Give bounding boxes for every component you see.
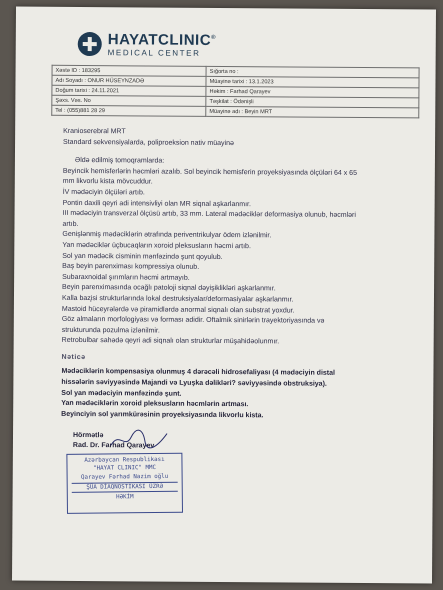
insurance-number: Sığorta no : bbox=[206, 66, 419, 77]
report-method: Standard sekvensiyalarda, poliproeksion nativ müayinə bbox=[63, 138, 234, 147]
handwritten-signature bbox=[109, 427, 169, 451]
finding-line: İV mədəciyin ölçüləri artıb. bbox=[62, 188, 145, 197]
finding-line: Kalla baz̧isi strukturlarında lokal destruksiyalar/deformasiyalar aşkarlanmır. bbox=[61, 294, 294, 304]
finding-line: Beyincik hemisferlərin həcmləri azalıb. Sol beyincik hemisferin proyeksiyasında ölçüləri 64 x 65 bbox=[62, 167, 358, 177]
exam-name: Müayinə adı : Beyin MRT bbox=[206, 106, 419, 117]
stamp-line: ŞÜA DİAQNOSTİKASI ÜZRƏ bbox=[86, 483, 164, 491]
phone: Tel : (055)881 28 29 bbox=[52, 105, 206, 116]
conclusion-line: Yan mədəciklərin xoroid pleksusların həcmlərin artması. bbox=[61, 400, 249, 409]
trademark: ® bbox=[211, 34, 217, 41]
birth-date: Doğum tarixi : 24.11.2021 bbox=[52, 85, 206, 96]
medical-report-sheet bbox=[12, 7, 436, 584]
conclusion-title: Nəticə bbox=[61, 353, 86, 361]
clinic-logo bbox=[78, 29, 216, 60]
conclusion-line: Beyinciyin sol yarımkürəsinin proyeksiyasında likvorlu kista. bbox=[61, 410, 264, 420]
report-title: Kranioserebral MRT bbox=[63, 127, 126, 136]
stamp-line: "HAYAT CLINIC" MMC bbox=[93, 465, 156, 472]
patient-id: Xəstə ID : 183295 bbox=[52, 65, 206, 76]
medical-cross-icon bbox=[78, 32, 102, 56]
finding-line: Göz almaların morfologiyası və forması adidir. Oftalmik sinirlərin trayektoriyasında və bbox=[61, 315, 325, 325]
finding-line: Baş beyin parenximası kompressiya olunub. bbox=[62, 262, 200, 271]
organization: Təşkilat : Ödənişli bbox=[206, 96, 419, 107]
stamp-line: Azərbaycan Respublikası bbox=[84, 456, 165, 464]
conclusion-line: hissələrin səviyyəsində Majandi və Lyuşka dəlikləri? səviyyəsində obstruksiya). bbox=[61, 378, 327, 388]
conclusion-section bbox=[61, 353, 413, 423]
table-row bbox=[52, 105, 419, 118]
findings-intro: Əldə edilmiş tomoqramlarda: bbox=[74, 157, 165, 165]
finding-line: Yan mədəciklər üçbucaqların xoroid pleksusların həcmi artıb. bbox=[62, 241, 251, 251]
doctor-name: Həkim : Farhad Qarayev bbox=[206, 86, 419, 97]
doctor-stamp bbox=[66, 453, 183, 514]
doctor-signature-name: Rad. Dr. Farhad Qarayev bbox=[72, 441, 155, 450]
finding-line: mm likvorlu kista mövcuddur. bbox=[62, 178, 153, 186]
report-body bbox=[61, 127, 415, 423]
finding-line: strukturunda pozulma izlənilmir. bbox=[61, 326, 160, 335]
clinic-name: HAYATCLINIC bbox=[107, 30, 212, 49]
greeting: Hörmətlə bbox=[72, 431, 104, 440]
finding-line: Genişlənmiş mədəciklərin ətrafında periventrikulyar ödem izlənilmir. bbox=[62, 231, 272, 240]
patient-info-table bbox=[51, 65, 419, 119]
finding-line: Sol yan mədəcik cisminin mənfəzində şunt qoyulub. bbox=[62, 252, 223, 261]
id-card-number: Şəxs. Vəs. No bbox=[52, 95, 206, 106]
conclusion-line: Sol yan mədəciyin mənfəzində şunt. bbox=[61, 389, 182, 398]
finding-line: Subaraxnoidal şırımların həcmi artmayıb. bbox=[62, 273, 190, 282]
finding-line: Retrobulbar sahədə qeyri adi siqnalı olan strukturlar müşahidəolunmır. bbox=[61, 337, 280, 346]
finding-line: artıb. bbox=[62, 220, 79, 228]
finding-line: Beyin parenximasında ocağlı patoloji siqnal dəyişiklikləri aşkarlanmır. bbox=[62, 284, 276, 293]
finding-line: III mədəciyin transverzal ölçüsü artıb, 33 mm. Lateral mədəciklər deformasiya olunub, həcmləri bbox=[62, 210, 356, 220]
clinic-subtitle: MEDICAL CENTER bbox=[107, 47, 201, 58]
stamp-line: Qarayev Fərhad Nazim oğlu bbox=[80, 473, 169, 481]
finding-line: Pontin daxili qeyri adi intensivliyi olan MR siqnal aşkarlanmır. bbox=[62, 199, 251, 208]
stamp-line: HƏKİM bbox=[116, 494, 134, 501]
finding-line: Mastoid hüceyrələrdə və piramidlərdə anormal siqnalı olan substrat yoxdur. bbox=[61, 305, 295, 314]
conclusion-line: Mədəciklərin kompensasiya olunmuş 4 dərəcəli hidrosefaliyası (4 mədəciyin distal bbox=[61, 368, 335, 378]
patient-name: Adı Soyadı : ONUR HÜSEYNZADƏ bbox=[52, 75, 206, 86]
exam-date: Müayinə tarixi : 13.1.2023 bbox=[206, 76, 419, 87]
